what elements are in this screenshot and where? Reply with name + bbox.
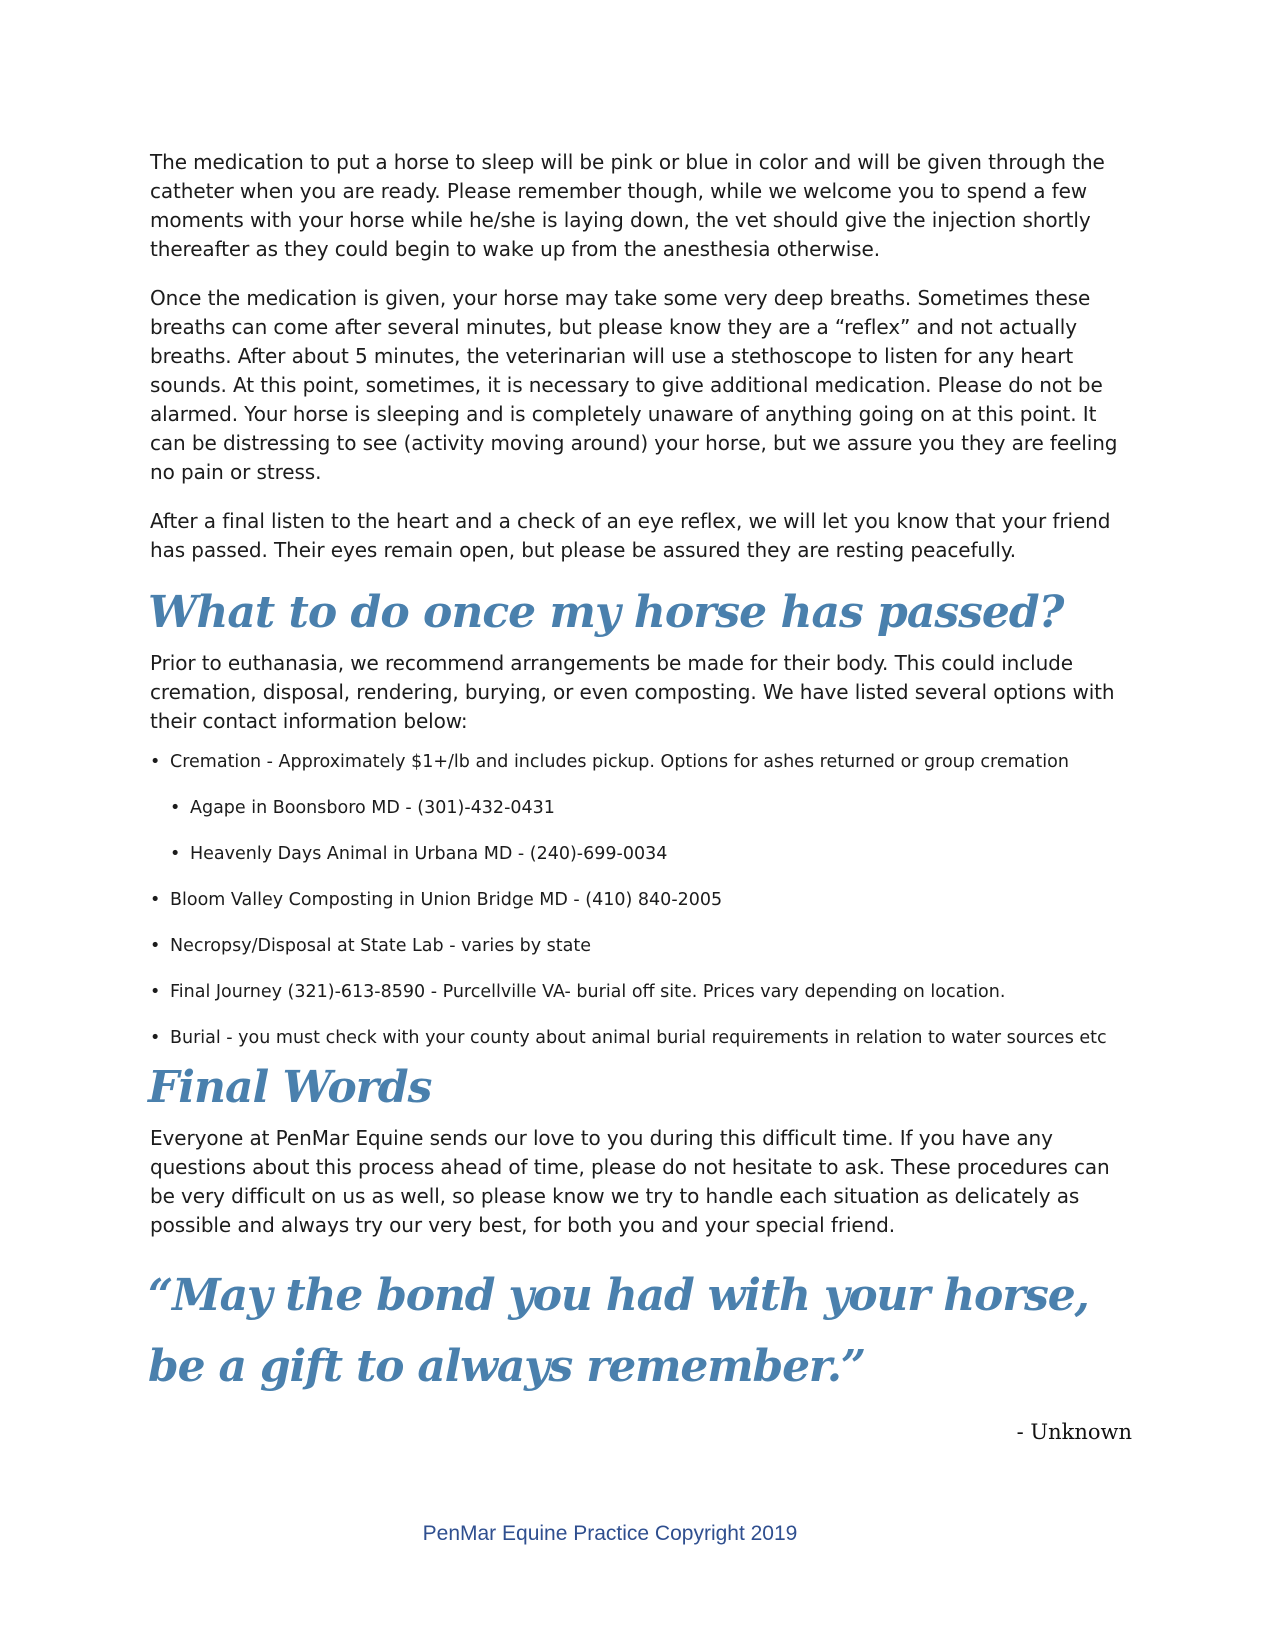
document-content: [150, 148, 1130, 1444]
heading-final-words: Final Words: [148, 1062, 432, 1113]
bullet-icon: •: [150, 1028, 161, 1048]
list-item: [150, 980, 1130, 1004]
list-item-text: Necropsy/Disposal at State Lab - varies by state: [170, 936, 592, 956]
list-item-text: Heavenly Days Animal in Urbana MD - (240)-699-0034: [190, 844, 668, 864]
bullet-icon: •: [150, 936, 161, 956]
bullet-icon: •: [150, 982, 161, 1002]
list-item: [150, 888, 1130, 912]
list-item: [150, 934, 1130, 958]
list-item: [150, 750, 1130, 774]
quote-attribution: - Unknown: [1016, 1420, 1132, 1444]
list-item-text: Burial - you must check with your county about animal burial requirements in relation to water sources etc: [170, 1028, 1107, 1048]
paragraph-final-listen: After a final listen to the heart and a check of an eye reflex, we will let you know that your friend has passed. Their eyes remain open, but please be assured they are resting peacefully.: [150, 509, 1111, 562]
list-item-text: Bloom Valley Composting in Union Bridge MD - (410) 840-2005: [170, 890, 723, 910]
copyright-footer: PenMar Equine Practice Copyright 2019: [422, 1522, 798, 1545]
bullet-icon: •: [170, 844, 181, 864]
bullet-icon: •: [150, 890, 161, 910]
heading-after-passing: What to do once my horse has passed?: [148, 587, 1064, 638]
list-item-text: Agape in Boonsboro MD - (301)-432-0431: [190, 798, 555, 818]
options-list: [150, 750, 1130, 1050]
list-item: [170, 842, 1130, 866]
paragraph-breaths: Once the medication is given, your horse may take some very deep breaths. Sometimes these breaths can come after several minutes, but please know they are a “reflex” and not actually breaths. After about 5 minutes, the veterinarian will use a stethoscope to listen for any heart sounds. At this point, sometimes, it is necessary to give additional medication. Please do not be alarmed. Your horse is sleeping and is completely unaware of anything going on at this point. It can be distressing to see (activity moving around) your horse, but we assure you they are feeling no pain or stress.: [150, 286, 1118, 484]
closing-quote: “May the bond you had with your horse, be a gift to always remember.”: [148, 1270, 1089, 1392]
list-item: [150, 1026, 1130, 1050]
bullet-icon: •: [170, 798, 181, 818]
list-item-text: Final Journey (321)-613-8590 - Purcellville VA- burial off site. Prices vary depending on location.: [170, 982, 1006, 1002]
paragraph-final-words: Everyone at PenMar Equine sends our love to you during this difficult time. If you have any questions about this process ahead of time, please do not hesitate to ask. These procedures can be very difficult on us as well, so please know we try to handle each situation as delicately as possible and always try our very best, for both you and your special friend.: [150, 1126, 1110, 1237]
list-item: [170, 796, 1130, 820]
paragraph-arrangements: Prior to euthanasia, we recommend arrangements be made for their body. This could include cremation, disposal, rendering, burying, or even composting. We have listed several options with their contact information below:: [150, 651, 1115, 733]
paragraph-medication: The medication to put a horse to sleep will be pink or blue in color and will be given through the catheter when you are ready. Please remember though, while we welcome you to spend a few moments with your horse while he/she is laying down, the vet should give the injection shortly thereafter as they could begin to wake up from the anesthesia otherwise.: [150, 150, 1105, 261]
list-item-text: Cremation - Approximately $1+/lb and includes pickup. Options for ashes returned or group cremation: [170, 752, 1069, 772]
bullet-icon: •: [150, 752, 161, 772]
